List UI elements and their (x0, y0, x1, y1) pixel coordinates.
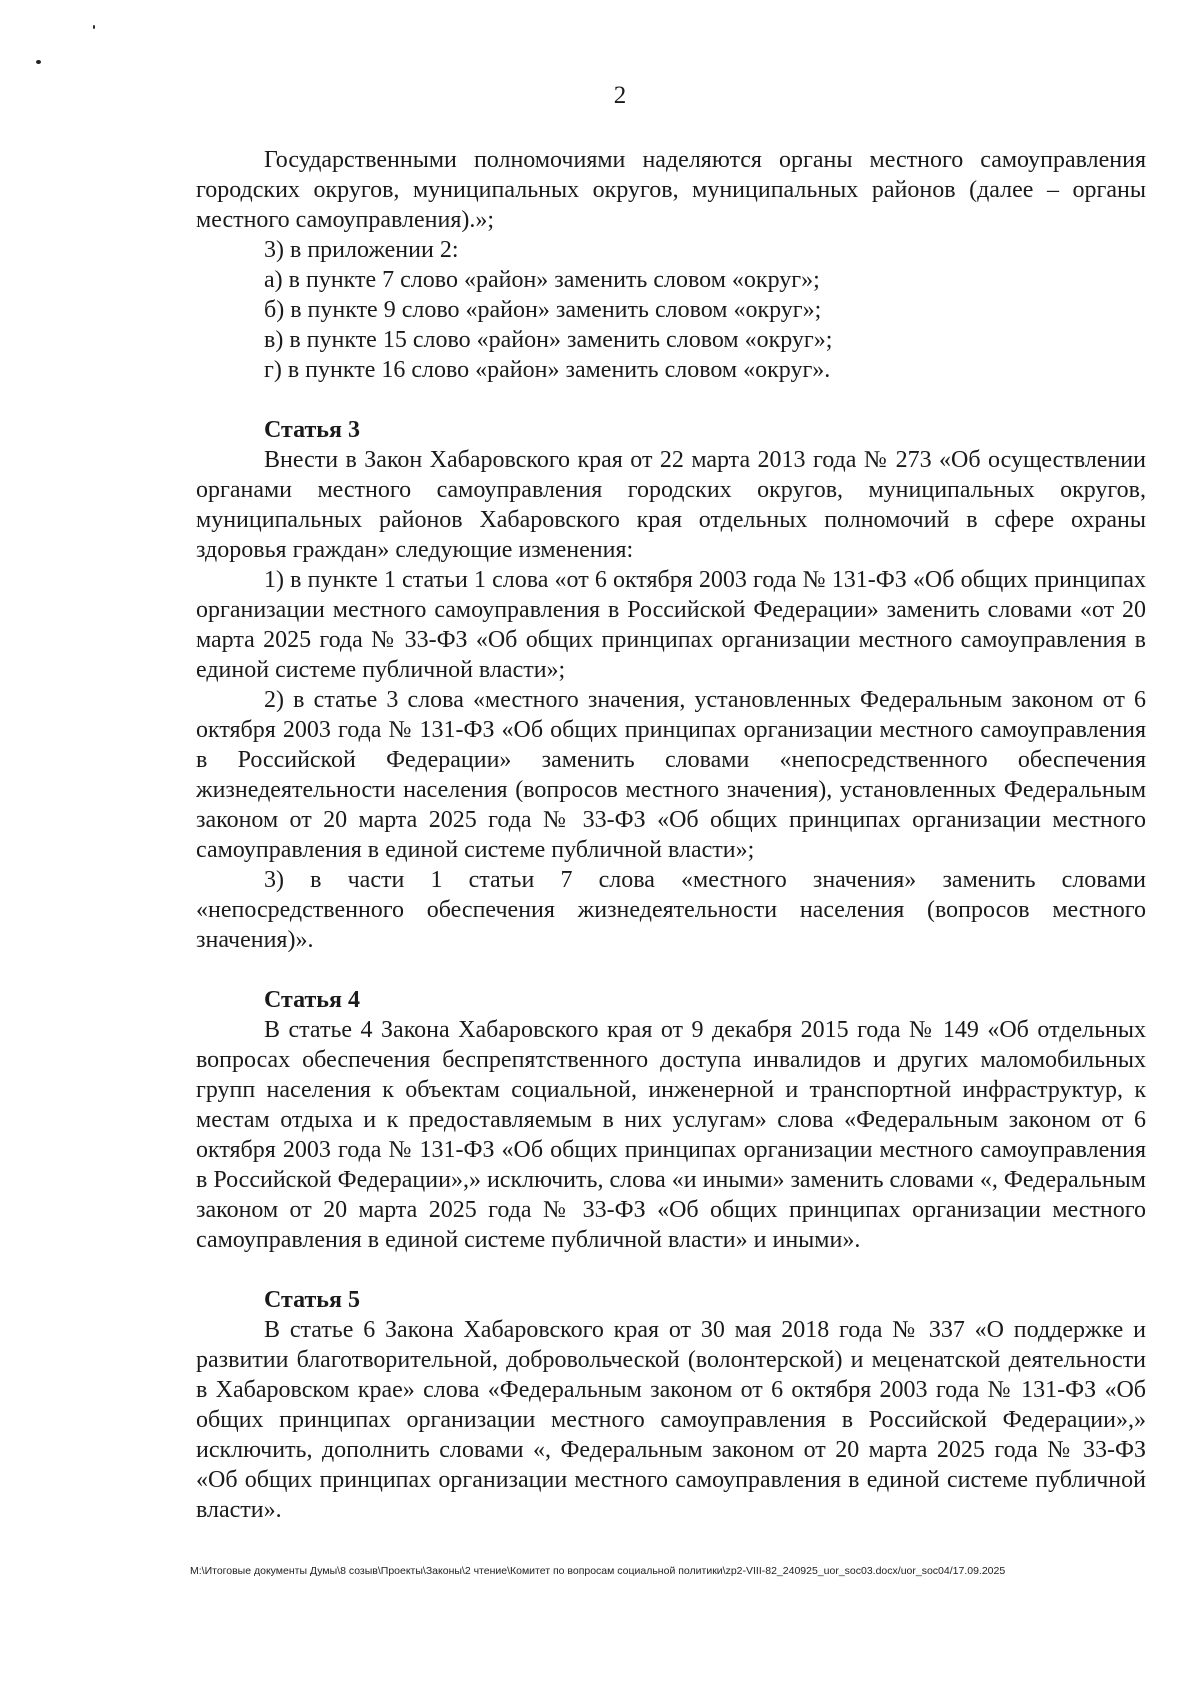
scan-speck (93, 25, 95, 29)
intro-sub-item: г) в пункте 16 слово «район» заменить словом «округ». (264, 357, 831, 383)
intro-sub-item: в) в пункте 15 слово «район» заменить словом «округ»; (264, 327, 833, 353)
article-3-paragraph: 1) в пункте 1 статьи 1 слова «от 6 октября 2003 года № 131-ФЗ «Об общих принципах организации местного самоуправления в Российской Федерации» заменить словами «от 20 марта 2025 года № 33-ФЗ «Об общих принципах организации местного самоуправления в единой системе публичной власти»; (196, 567, 1146, 683)
article-5-heading: Статья 5 (264, 1287, 360, 1313)
document-body (196, 145, 1146, 1525)
article-3-heading: Статья 3 (264, 417, 360, 443)
article-4-heading: Статья 4 (264, 987, 360, 1013)
scan-speck (36, 60, 41, 64)
article-3-paragraph: 2) в статье 3 слова «местного значения, установленных Федеральным законом от 6 октября 2003 года № 131-ФЗ «Об общих принципах организации местного самоуправления в Российской Федерации» заменить словами «непосредственного обеспечения жизнедеятельности населения (вопросов местного значения), установленных Федеральным законом от 20 марта 2025 года № 33-ФЗ «Об общих принципах организации местного самоуправления в единой системе публичной власти»; (196, 687, 1146, 863)
intro-sub-item: а) в пункте 7 слово «район» заменить словом «округ»; (264, 267, 820, 293)
article-4-paragraph: В статье 4 Закона Хабаровского края от 9 декабря 2015 года № 149 «Об отдельных вопросах обеспечения беспрепятственного доступа инвалидов и других маломобильных групп населения к объектам социальной, инженерной и транспортной инфраструктур, к местам отдыха и к предоставляемым в них услугам» слова «Федеральным законом от 6 октября 2003 года № 131-ФЗ «Об общих принципах организации местного самоуправления в Российской Федерации»,» исключить, слова «и иными» заменить словами «, Федеральным законом от 20 марта 2025 года № 33-ФЗ «Об общих принципах организации местного самоуправления в единой системе публичной власти» и иными». (196, 1017, 1146, 1253)
intro-sub-item: б) в пункте 9 слово «район» заменить словом «округ»; (264, 297, 822, 323)
intro-paragraph: Государственными полномочиями наделяются органы местного самоуправления городских округов, муниципальных округов, муниципальных районов (далее – органы местного самоуправления).»; (196, 147, 1146, 233)
article-3-paragraph: Внести в Закон Хабаровского края от 22 марта 2013 года № 273 «Об осуществлении органами местного самоуправления городских округов, муниципальных округов, муниципальных районов Хабаровского края отдельных полномочий в сфере охраны здоровья граждан» следующие изменения: (196, 447, 1146, 563)
article-5-paragraph: В статье 6 Закона Хабаровского края от 30 мая 2018 года № 337 «О поддержке и развитии благотворительной, добровольческой (волонтерской) и меценатской деятельности в Хабаровском крае» слова «Федеральным законом от 6 октября 2003 года № 131-ФЗ «Об общих принципах организации местного самоуправления в Российской Федерации»,» исключить, дополнить словами «, Федеральным законом от 20 марта 2025 года № 33-ФЗ «Об общих принципах организации местного самоуправления в единой системе публичной власти». (196, 1317, 1146, 1523)
intro-item-3: 3) в приложении 2: (264, 237, 459, 263)
page-number: 2 (613, 82, 627, 109)
document-file-path: M:\Итоговые документы Думы\8 созыв\Проекты\Законы\2 чтение\Комитет по вопросам социальной политики\zp2-VIII-82_240925_uor_soc03.docx/uor_soc04/17.09.2025 (190, 1565, 1006, 1577)
article-3-paragraph: 3) в части 1 статьи 7 слова «местного значения» заменить словами «непосредственного обеспечения жизнедеятельности населения (вопросов местного значения)». (196, 867, 1146, 953)
